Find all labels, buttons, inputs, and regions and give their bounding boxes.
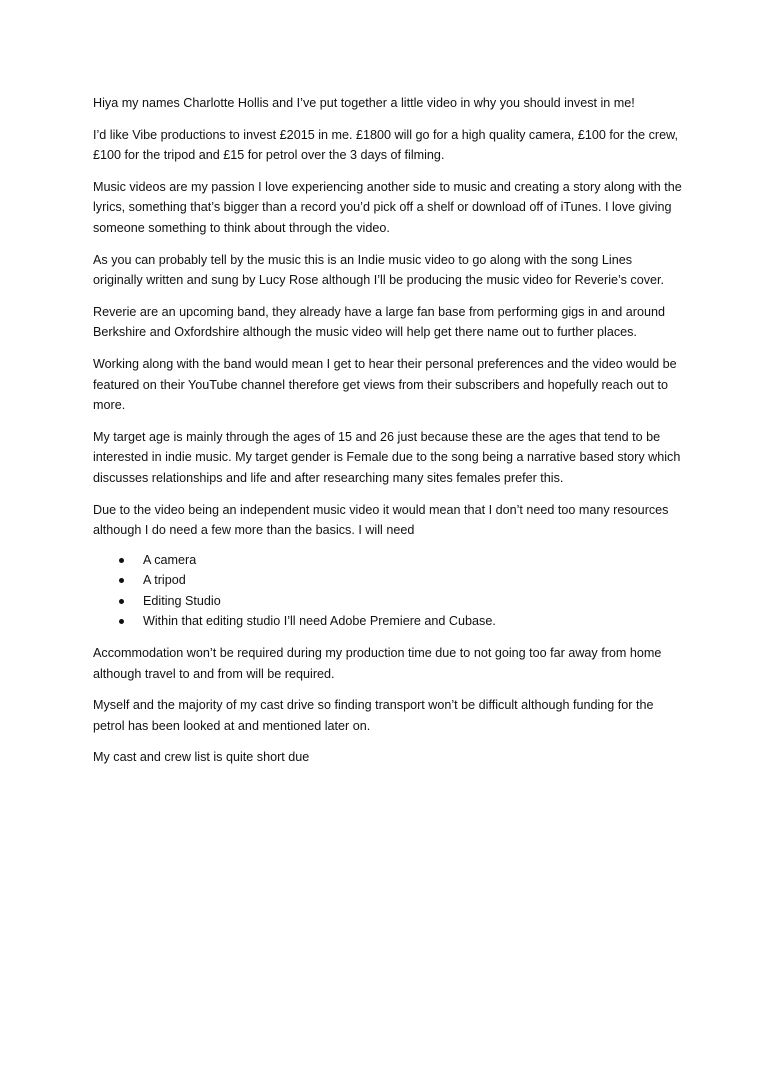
paragraph-accommodation: Accommodation won’t be required during my production time due to not going too far away from home although travel to and from will be required.	[93, 646, 662, 681]
document-body	[93, 93, 683, 779]
bullet-icon	[119, 578, 124, 583]
bullet-icon	[119, 619, 124, 624]
list-item-text: Editing Studio	[143, 593, 221, 608]
paragraph-investment: I’d like Vibe productions to invest £2015 in me. £1800 will go for a high quality camera, £100 for the crew, £100 for the tripod and £15 for petrol over the 3 days of filming.	[93, 127, 679, 163]
paragraph-genre: As you can probably tell by the music this is an Indie music video to go along with the song Lines originally written and sung by Lucy Rose although I’ll be producing the music video for Reverie’s cover.	[93, 252, 664, 288]
list-item	[93, 550, 683, 571]
list-item-text: A camera	[143, 552, 197, 567]
list-item	[93, 591, 683, 612]
resources-list	[93, 550, 683, 632]
paragraph-band: Reverie are an upcoming band, they already have a large fan base from performing gigs in and around Berkshire and Oxfordshire although the music video will help get there name out to further places.	[93, 304, 665, 340]
paragraph-resources: Due to the video being an independent music video it would mean that I don’t need too many resources although I do need a few more than the basics. I will need	[93, 502, 669, 538]
paragraph-collaboration: Working along with the band would mean I get to hear their personal preferences and the video would be featured on their YouTube channel therefore get views from their subscribers and hopefully reach out to more.	[93, 356, 677, 413]
bullet-icon	[119, 599, 124, 604]
list-item	[93, 570, 683, 591]
list-item-text: A tripod	[143, 573, 186, 588]
bullet-icon	[119, 558, 124, 563]
paragraph-passion: Music videos are my passion I love experiencing another side to music and creating a story along with the lyrics, something that’s bigger than a record you’d pick off a shelf or download off of iTunes. I love giving someone something to think about through the video.	[93, 179, 682, 235]
list-item-text: Within that editing studio I’ll need Adobe Premiere and Cubase.	[143, 614, 496, 629]
list-item	[93, 611, 683, 632]
paragraph-target-audience: My target age is mainly through the ages of 15 and 26 just because these are the ages that tend to be interested in indie music. My target gender is Female due to the song being a narrative based story which discusses relationships and life and after researching many sites females prefer this.	[93, 429, 681, 485]
paragraph-cast-crew: My cast and crew list is quite short due	[93, 750, 310, 765]
paragraph-transport: Myself and the majority of my cast drive so finding transport won’t be difficult although funding for the petrol has been looked at and mentioned later on.	[93, 698, 654, 733]
paragraph-intro: Hiya my names Charlotte Hollis and I’ve put together a little video in why you should invest in me!	[93, 96, 635, 110]
